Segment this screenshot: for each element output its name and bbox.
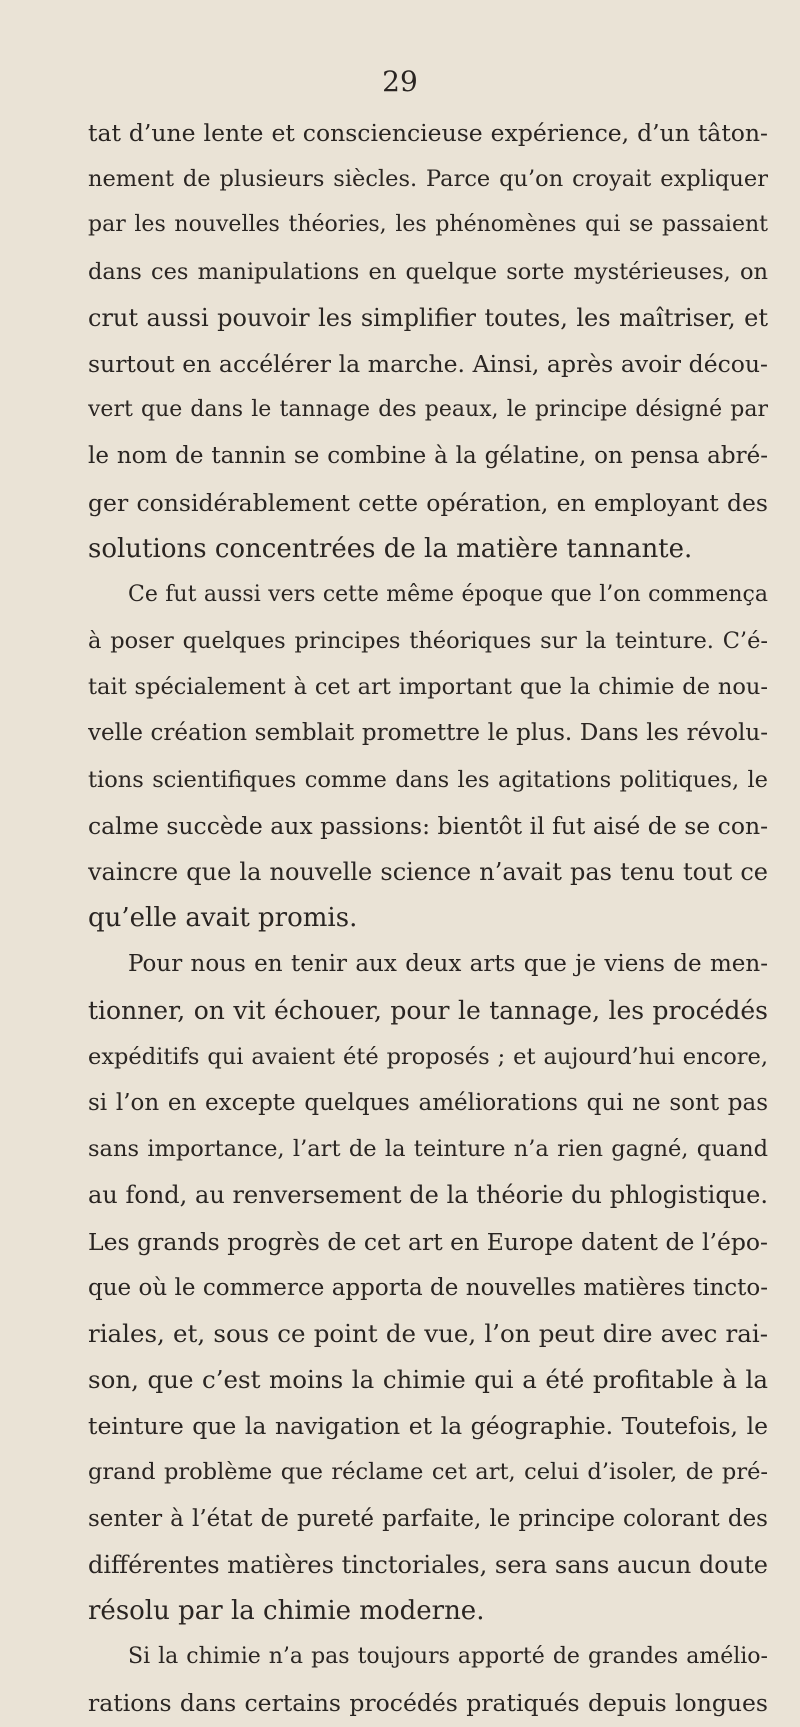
text-line: le nom de tannin se combine à la gélatine, on pensa abré-: [88, 443, 768, 470]
text-line: à poser quelques principes théoriques sur la teinture. C’é-: [88, 628, 768, 655]
text-line: résolu par la chimie moderne.: [88, 1596, 485, 1626]
text-line: Si la chimie n’a pas toujours apporté de grandes amélio-: [128, 1644, 768, 1670]
text-line: nement de plusieurs siècles. Parce qu’on croyait expliquer: [88, 166, 768, 193]
text-line: au fond, au renversement de la théorie du phlogistique.: [88, 1181, 768, 1210]
text-line: son, que c’est moins la chimie qui a été profitable à la: [88, 1365, 768, 1395]
text-line: que où le commerce apporta de nouvelles matières tincto-: [88, 1274, 768, 1301]
text-line: tions scientifiques comme dans les agitations politiques, le: [88, 766, 768, 793]
text-line: surtout en accélérer la marche. Ainsi, après avoir décou-: [88, 349, 768, 378]
text-line: Pour nous en tenir aux deux arts que je viens de men-: [128, 951, 768, 978]
text-line: sans importance, l’art de la teinture n’a rien gagné, quand: [88, 1136, 768, 1163]
text-line: teinture que la navigation et la géographie. Toutefois, le: [88, 1412, 768, 1441]
text-line: solutions concentrées de la matière tannante.: [88, 533, 693, 564]
text-line: riales, et, sous ce point de vue, l’on peut dire avec rai-: [88, 1318, 768, 1348]
text-line: vaincre que la nouvelle science n’avait pas tenu tout ce: [88, 858, 768, 886]
page-number: 29: [382, 65, 418, 98]
text-line: rations dans certains procédés pratiqués depuis longues: [88, 1689, 768, 1718]
text-line: expéditifs qui avaient été proposés ; et aujourd’hui encore,: [88, 1043, 768, 1070]
text-line: ger considérablement cette opération, en employant des: [88, 488, 768, 517]
text-line: vert que dans le tannage des peaux, le principe désigné par: [88, 397, 768, 423]
text-line: tat d’une lente et consciencieuse expérience, d’un tâton-: [88, 119, 768, 147]
text-line: dans ces manipulations en quelque sorte mystérieuses, on: [88, 258, 768, 285]
text-line: velle création semblait promettre le plus. Dans les révolu-: [88, 720, 768, 747]
text-line: tionner, on vit échouer, pour le tannage, les procédés: [88, 995, 768, 1025]
text-line: calme succède aux passions: bientôt il fut aisé de se con-: [88, 811, 768, 840]
text-line: Les grands progrès de cet art en Europe datent de l’épo-: [88, 1227, 768, 1256]
text-line: tait spécialement à cet art important que la chimie de nou-: [88, 674, 768, 701]
body-text: [88, 110, 768, 1727]
text-line: par les nouvelles théories, les phénomènes qui se passaient: [88, 212, 768, 238]
text-line: grand problème que réclame cet art, celui d’isoler, de pré-: [88, 1459, 768, 1486]
text-line: senter à l’état de pureté parfaite, le principe colorant des: [88, 1505, 768, 1532]
text-line: si l’on en excepte quelques améliorations qui ne sont pas: [88, 1089, 768, 1116]
text-line: Ce fut aussi vers cette même époque que l’on commença: [128, 581, 768, 607]
text-line: crut aussi pouvoir les simplifier toutes, les maîtriser, et: [88, 303, 768, 332]
text-line: différentes matières tinctoriales, sera sans aucun doute: [88, 1550, 768, 1579]
text-line: qu’elle avait promis.: [88, 903, 358, 934]
